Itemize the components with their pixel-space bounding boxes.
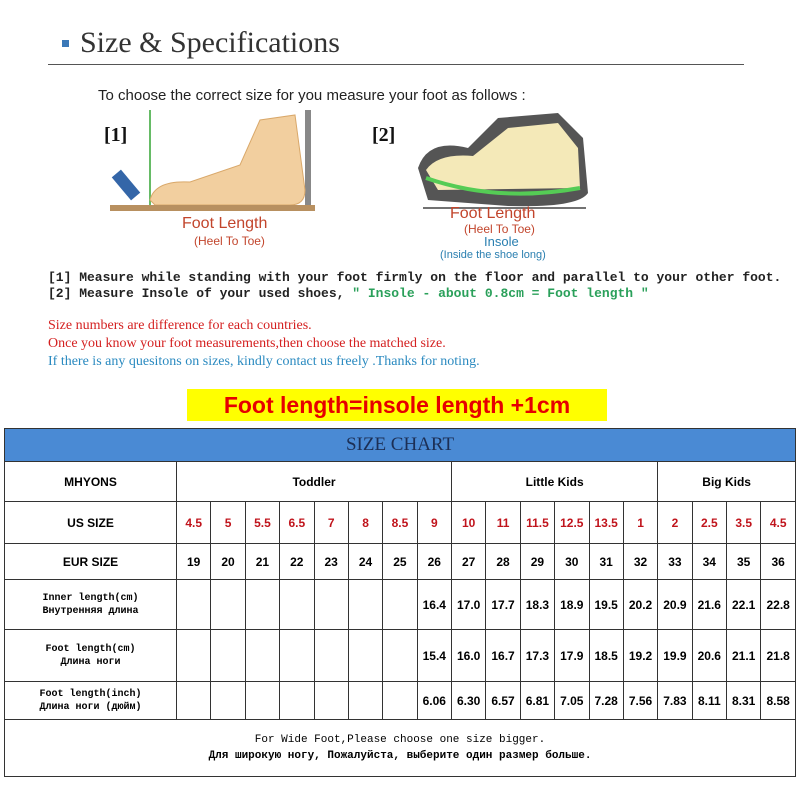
- foot_cm-cell: 16.0: [452, 630, 486, 682]
- foot_cm-cell: 19.2: [623, 630, 657, 682]
- us-cell: 4.5: [761, 502, 796, 544]
- insole-subcaption: (Inside the shoe long): [440, 249, 546, 261]
- eur-cell: 34: [692, 544, 726, 580]
- note-2: Once you know your foot measurements,then choose the matched size.: [48, 336, 446, 351]
- us-cell: 5: [211, 502, 245, 544]
- inner-cell: 19.5: [589, 580, 623, 630]
- inner-cell: 18.3: [520, 580, 554, 630]
- instruction-2: [2] Measure Insole of your used shoes,: [48, 286, 353, 301]
- foot_in-cell: [177, 682, 211, 720]
- row-label: Foot length(cm) Длина ноги: [5, 630, 177, 682]
- group-toddler: Toddler: [177, 462, 452, 502]
- inner-length-row: [5, 580, 796, 630]
- foot_in-cell: 7.05: [555, 682, 589, 720]
- foot_in-cell: 8.31: [727, 682, 761, 720]
- foot_cm-cell: [211, 630, 245, 682]
- row-label: EUR SIZE: [5, 544, 177, 580]
- foot_in-cell: 6.06: [417, 682, 451, 720]
- foot_cm-cell: 18.5: [589, 630, 623, 682]
- eur-cell: 22: [280, 544, 314, 580]
- figure-1-label: [1]: [104, 124, 128, 146]
- inner-cell: 20.9: [658, 580, 692, 630]
- us-cell: 8: [348, 502, 382, 544]
- us-cell: 7: [314, 502, 348, 544]
- foot_in-cell: [245, 682, 279, 720]
- us-cell: 10: [452, 502, 486, 544]
- foot_in-cell: [348, 682, 382, 720]
- eur-cell: 19: [177, 544, 211, 580]
- foot_cm-cell: 21.8: [761, 630, 796, 682]
- eur-cell: 24: [348, 544, 382, 580]
- foot_in-cell: [383, 682, 417, 720]
- inner-cell: 21.6: [692, 580, 726, 630]
- us-cell: 11: [486, 502, 520, 544]
- foot_cm-cell: [245, 630, 279, 682]
- intro-text: To choose the correct size for you measure your foot as follows :: [98, 87, 526, 104]
- eur-cell: 33: [658, 544, 692, 580]
- inner-cell: 17.0: [452, 580, 486, 630]
- table-footer: For Wide Foot,Please choose one size bigger. Для широкую ногу, Пожалуйста, выберите один размер больше.: [5, 720, 796, 777]
- foot_cm-cell: [314, 630, 348, 682]
- row-label: Foot length(inch) Длина ноги (дюйм): [5, 682, 177, 720]
- foot_cm-cell: 20.6: [692, 630, 726, 682]
- us-cell: 9: [417, 502, 451, 544]
- inner-cell: 22.1: [727, 580, 761, 630]
- eur-cell: 21: [245, 544, 279, 580]
- foot_in-cell: 8.58: [761, 682, 796, 720]
- eur-cell: 31: [589, 544, 623, 580]
- eur-cell: 32: [623, 544, 657, 580]
- eur-cell: 28: [486, 544, 520, 580]
- foot_cm-cell: 15.4: [417, 630, 451, 682]
- inner-cell: [280, 580, 314, 630]
- foot_in-cell: 8.11: [692, 682, 726, 720]
- insole-banner: Foot length=insole length +1cm: [187, 389, 607, 421]
- group-big-kids: Big Kids: [658, 462, 796, 502]
- title-bullet: [62, 40, 69, 47]
- eur-cell: 36: [761, 544, 796, 580]
- page-title: Size & Specifications: [80, 26, 340, 59]
- insole-caption: Insole: [484, 234, 519, 249]
- figure-1-caption: Foot Length: [182, 215, 268, 232]
- inner-cell: 16.4: [417, 580, 451, 630]
- foot_cm-cell: [177, 630, 211, 682]
- size-chart-title: SIZE CHART: [5, 429, 796, 462]
- foot_cm-cell: 17.3: [520, 630, 554, 682]
- foot-measure-illustration: [110, 110, 330, 220]
- foot_cm-cell: [383, 630, 417, 682]
- inner-cell: [245, 580, 279, 630]
- eur-cell: 30: [555, 544, 589, 580]
- foot-length-cm-row: [5, 630, 796, 682]
- figure-2-caption: Foot Length: [450, 205, 536, 222]
- eur-cell: 25: [383, 544, 417, 580]
- foot_in-cell: 7.83: [658, 682, 692, 720]
- foot_cm-cell: 21.1: [727, 630, 761, 682]
- divider: [48, 64, 744, 65]
- us-cell: 2.5: [692, 502, 726, 544]
- us-cell: 8.5: [383, 502, 417, 544]
- foot_cm-cell: 16.7: [486, 630, 520, 682]
- inner-cell: [383, 580, 417, 630]
- foot_cm-cell: 19.9: [658, 630, 692, 682]
- foot_cm-cell: 17.9: [555, 630, 589, 682]
- us-cell: 2: [658, 502, 692, 544]
- foot_in-cell: 7.28: [589, 682, 623, 720]
- foot_in-cell: [211, 682, 245, 720]
- instruction-1: [1] Measure while standing with your foot firmly on the floor and parallel to your other foot.: [48, 270, 782, 285]
- us-cell: 11.5: [520, 502, 554, 544]
- us-cell: 1: [623, 502, 657, 544]
- foot_in-cell: 6.30: [452, 682, 486, 720]
- foot_in-cell: [280, 682, 314, 720]
- foot_cm-cell: [280, 630, 314, 682]
- us-size-row: [5, 502, 796, 544]
- us-cell: 4.5: [177, 502, 211, 544]
- inner-cell: 18.9: [555, 580, 589, 630]
- figure-2-label: [2]: [372, 124, 396, 146]
- figure-1-subcaption: (Heel To Toe): [194, 234, 265, 248]
- note-1: Size numbers are difference for each countries.: [48, 318, 312, 333]
- foot_in-cell: 7.56: [623, 682, 657, 720]
- inner-cell: [314, 580, 348, 630]
- figure-2-subcaption: (Heel To Toe): [464, 222, 535, 236]
- inner-cell: [211, 580, 245, 630]
- us-cell: 5.5: [245, 502, 279, 544]
- us-cell: 13.5: [589, 502, 623, 544]
- instruction-2-highlight: " Insole - about 0.8cm = Foot length ": [352, 286, 649, 301]
- eur-cell: 35: [727, 544, 761, 580]
- us-cell: 12.5: [555, 502, 589, 544]
- group-little-kids: Little Kids: [452, 462, 658, 502]
- eur-cell: 29: [520, 544, 554, 580]
- note-3: If there is any quesitons on sizes, kindly contact us freely .Thanks for noting.: [48, 354, 480, 369]
- foot_in-cell: 6.57: [486, 682, 520, 720]
- inner-cell: 22.8: [761, 580, 796, 630]
- eur-cell: 23: [314, 544, 348, 580]
- inner-cell: 17.7: [486, 580, 520, 630]
- eur-cell: 27: [452, 544, 486, 580]
- insole-measure-illustration: [408, 108, 598, 218]
- foot_in-cell: 6.81: [520, 682, 554, 720]
- row-label: Inner length(cm) Внутренняя длина: [5, 580, 177, 630]
- inner-cell: 20.2: [623, 580, 657, 630]
- foot_in-cell: [314, 682, 348, 720]
- foot_cm-cell: [348, 630, 382, 682]
- eur-cell: 20: [211, 544, 245, 580]
- eur-size-row: [5, 544, 796, 580]
- inner-cell: [348, 580, 382, 630]
- foot-length-inch-row: [5, 682, 796, 720]
- row-label: US SIZE: [5, 502, 177, 544]
- brand-cell: MHYONS: [5, 462, 177, 502]
- eur-cell: 26: [417, 544, 451, 580]
- size-chart-table: [4, 428, 796, 777]
- inner-cell: [177, 580, 211, 630]
- us-cell: 6.5: [280, 502, 314, 544]
- us-cell: 3.5: [727, 502, 761, 544]
